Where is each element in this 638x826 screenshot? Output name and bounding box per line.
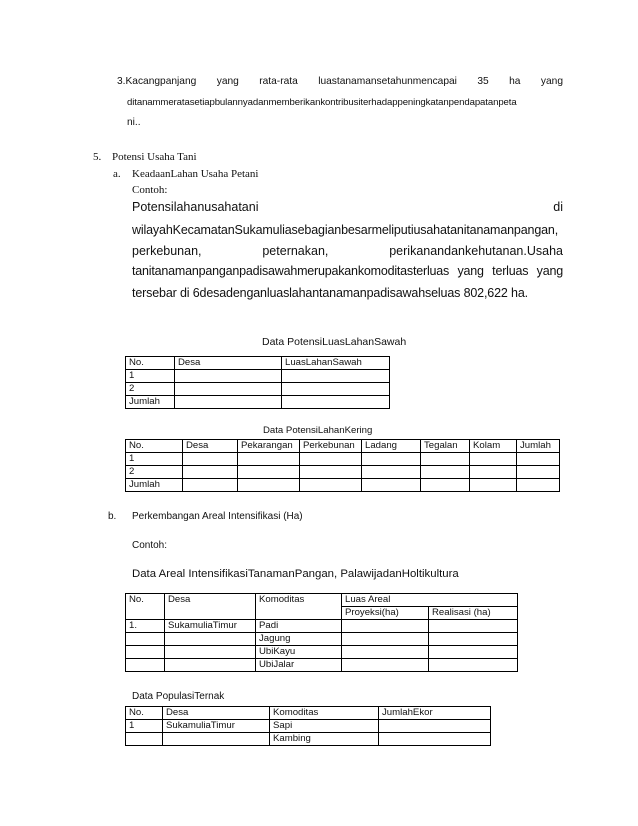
table-cell (421, 466, 470, 479)
header-cell: Pekarangan (238, 440, 300, 453)
para-word: peternakan, (262, 244, 329, 258)
table-row (126, 720, 491, 733)
header-cell: Luas Areal (342, 594, 518, 607)
table-cell (175, 396, 282, 409)
table-cell (470, 453, 517, 466)
header-cell: Desa (165, 594, 256, 620)
item3-word: yang (216, 76, 239, 87)
header-cell: Komoditas (270, 707, 379, 720)
item3-line1 (117, 76, 563, 87)
table-cell: 1 (126, 453, 183, 466)
para-line2: wilayahKecamatanSukamuliasebagianbesarmeliputiusahatanitanamanpangan, (132, 223, 559, 237)
table-cell (183, 479, 238, 492)
header-cell: No. (126, 594, 165, 620)
table-row (126, 370, 390, 383)
header-cell: Desa (175, 357, 282, 370)
table-cell (342, 633, 429, 646)
table-cell (517, 453, 560, 466)
table-header-row (126, 594, 518, 607)
table-cell (429, 659, 518, 672)
header-cell: Perkebunan (300, 440, 362, 453)
table-cell: Kambing (270, 733, 379, 746)
section-b-label: b. (108, 511, 117, 522)
section5-number: 5. (93, 151, 102, 163)
table-cell (238, 466, 300, 479)
table-cell (429, 646, 518, 659)
section5-contoh: Contoh: (132, 184, 168, 196)
table-cell (517, 466, 560, 479)
table-ternak (125, 706, 491, 746)
item3-word: 3.Kacangpanjang (117, 76, 197, 87)
table-cell (421, 479, 470, 492)
table-cell: SukamuliaTimur (165, 620, 256, 633)
table-cell: 2 (126, 383, 175, 396)
table-sawah (125, 356, 390, 409)
header-cell: Ladang (362, 440, 421, 453)
table-cell (183, 466, 238, 479)
table-cell (379, 733, 491, 746)
table-cell (282, 383, 390, 396)
header-cell: Desa (163, 707, 270, 720)
table-cell: UbiKayu (256, 646, 342, 659)
header-cell: Proyeksi(ha) (342, 607, 429, 620)
table-cell (126, 733, 163, 746)
section-b-title: Perkembangan Areal Intensifikasi (Ha) (132, 511, 303, 522)
table-header-row (126, 440, 560, 453)
table-cell (165, 646, 256, 659)
table-kering-title: Data PotensiLahanKering (263, 425, 373, 436)
header-cell: JumlahEkor (379, 707, 491, 720)
table-row (126, 646, 518, 659)
header-cell: No. (126, 440, 183, 453)
table-row (126, 659, 518, 672)
table-cell: Padi (256, 620, 342, 633)
table-row (126, 633, 518, 646)
table-cell (165, 633, 256, 646)
table-row (126, 620, 518, 633)
table-cell (183, 453, 238, 466)
table-cell (165, 659, 256, 672)
para-word: terluas (492, 264, 529, 278)
section5-title: Potensi Usaha Tani (112, 151, 197, 163)
table-row (126, 453, 560, 466)
header-cell: No. (126, 707, 163, 720)
table-cell (126, 646, 165, 659)
para-word: di (553, 200, 563, 214)
para-word: perkebunan, (132, 244, 202, 258)
table-cell (282, 370, 390, 383)
header-cell: Tegalan (421, 440, 470, 453)
para-line1 (132, 200, 563, 214)
table-cell: Jumlah (126, 479, 183, 492)
item3-word: 35 (477, 76, 489, 87)
para-line4 (132, 264, 563, 278)
table-cell (421, 453, 470, 466)
table-cell: Jagung (256, 633, 342, 646)
table-cell (429, 620, 518, 633)
header-cell: LuasLahanSawah (282, 357, 390, 370)
table-sawah-title: Data PotensiLuasLahanSawah (262, 336, 407, 348)
table-cell (470, 466, 517, 479)
table-cell (362, 479, 421, 492)
table-areal-title: Data Areal IntensifikasiTanamanPangan, PalawijadanHoltikultura (132, 568, 459, 580)
header-cell: Jumlah (517, 440, 560, 453)
table-cell (238, 453, 300, 466)
table-cell: 1 (126, 370, 175, 383)
header-cell: Kolam (470, 440, 517, 453)
table-cell: SukamuliaTimur (163, 720, 270, 733)
table-cell (300, 466, 362, 479)
header-cell: Desa (183, 440, 238, 453)
table-cell (342, 659, 429, 672)
table-cell (175, 370, 282, 383)
section5-a-label: a. (113, 168, 121, 180)
para-word: yang (536, 264, 563, 278)
table-cell (126, 633, 165, 646)
table-cell: 1. (126, 620, 165, 633)
table-cell (342, 646, 429, 659)
table-cell (379, 720, 491, 733)
table-cell: UbiJalar (256, 659, 342, 672)
table-cell (300, 479, 362, 492)
para-line3 (132, 244, 563, 258)
header-cell: Komoditas (256, 594, 342, 620)
para-word: Potensilahanusahatani (132, 200, 259, 214)
table-cell (300, 453, 362, 466)
header-cell: Realisasi (ha) (429, 607, 518, 620)
item3-word: yang (540, 76, 563, 87)
table-cell: 1 (126, 720, 163, 733)
table-cell: Sapi (270, 720, 379, 733)
table-cell (362, 453, 421, 466)
item3-line3: ni.. (127, 117, 141, 128)
table-cell (470, 479, 517, 492)
table-areal (125, 593, 518, 672)
section-b-contoh: Contoh: (132, 540, 168, 551)
table-cell (429, 633, 518, 646)
table-cell (238, 479, 300, 492)
table-row (126, 383, 390, 396)
item3-word: ha (509, 76, 521, 87)
table-ternak-title: Data PopulasiTernak (132, 691, 225, 702)
table-cell (163, 733, 270, 746)
para-word: yang (457, 264, 484, 278)
table-cell (342, 620, 429, 633)
table-kering (125, 439, 560, 492)
item3-word: rata-rata (259, 76, 298, 87)
table-row (126, 733, 491, 746)
table-cell (175, 383, 282, 396)
para-line5: tersebar di 6desadenganluaslahantanamanpadisawahseluas 802,622 ha. (132, 286, 528, 300)
table-header-row (126, 357, 390, 370)
table-row (126, 466, 560, 479)
para-word: tanitanamanpanganpadisawahmerupakankomoditasterluas (132, 264, 450, 278)
item3-line2: ditanammeratasetiapbulannyadanmemberikankontribusiterhadappeningkatanpendapatanpeta (127, 97, 517, 108)
table-cell (282, 396, 390, 409)
para-word: perikanandankehutanan.Usaha (389, 244, 563, 258)
item3-word: luastanamansetahunmencapai (318, 76, 457, 87)
table-cell (126, 659, 165, 672)
table-header-row (126, 707, 491, 720)
table-cell (362, 466, 421, 479)
table-row (126, 396, 390, 409)
table-cell: Jumlah (126, 396, 175, 409)
table-cell: 2 (126, 466, 183, 479)
table-cell (517, 479, 560, 492)
section5-a-title: KeadaanLahan Usaha Petani (132, 168, 259, 180)
table-row (126, 479, 560, 492)
header-cell: No. (126, 357, 175, 370)
